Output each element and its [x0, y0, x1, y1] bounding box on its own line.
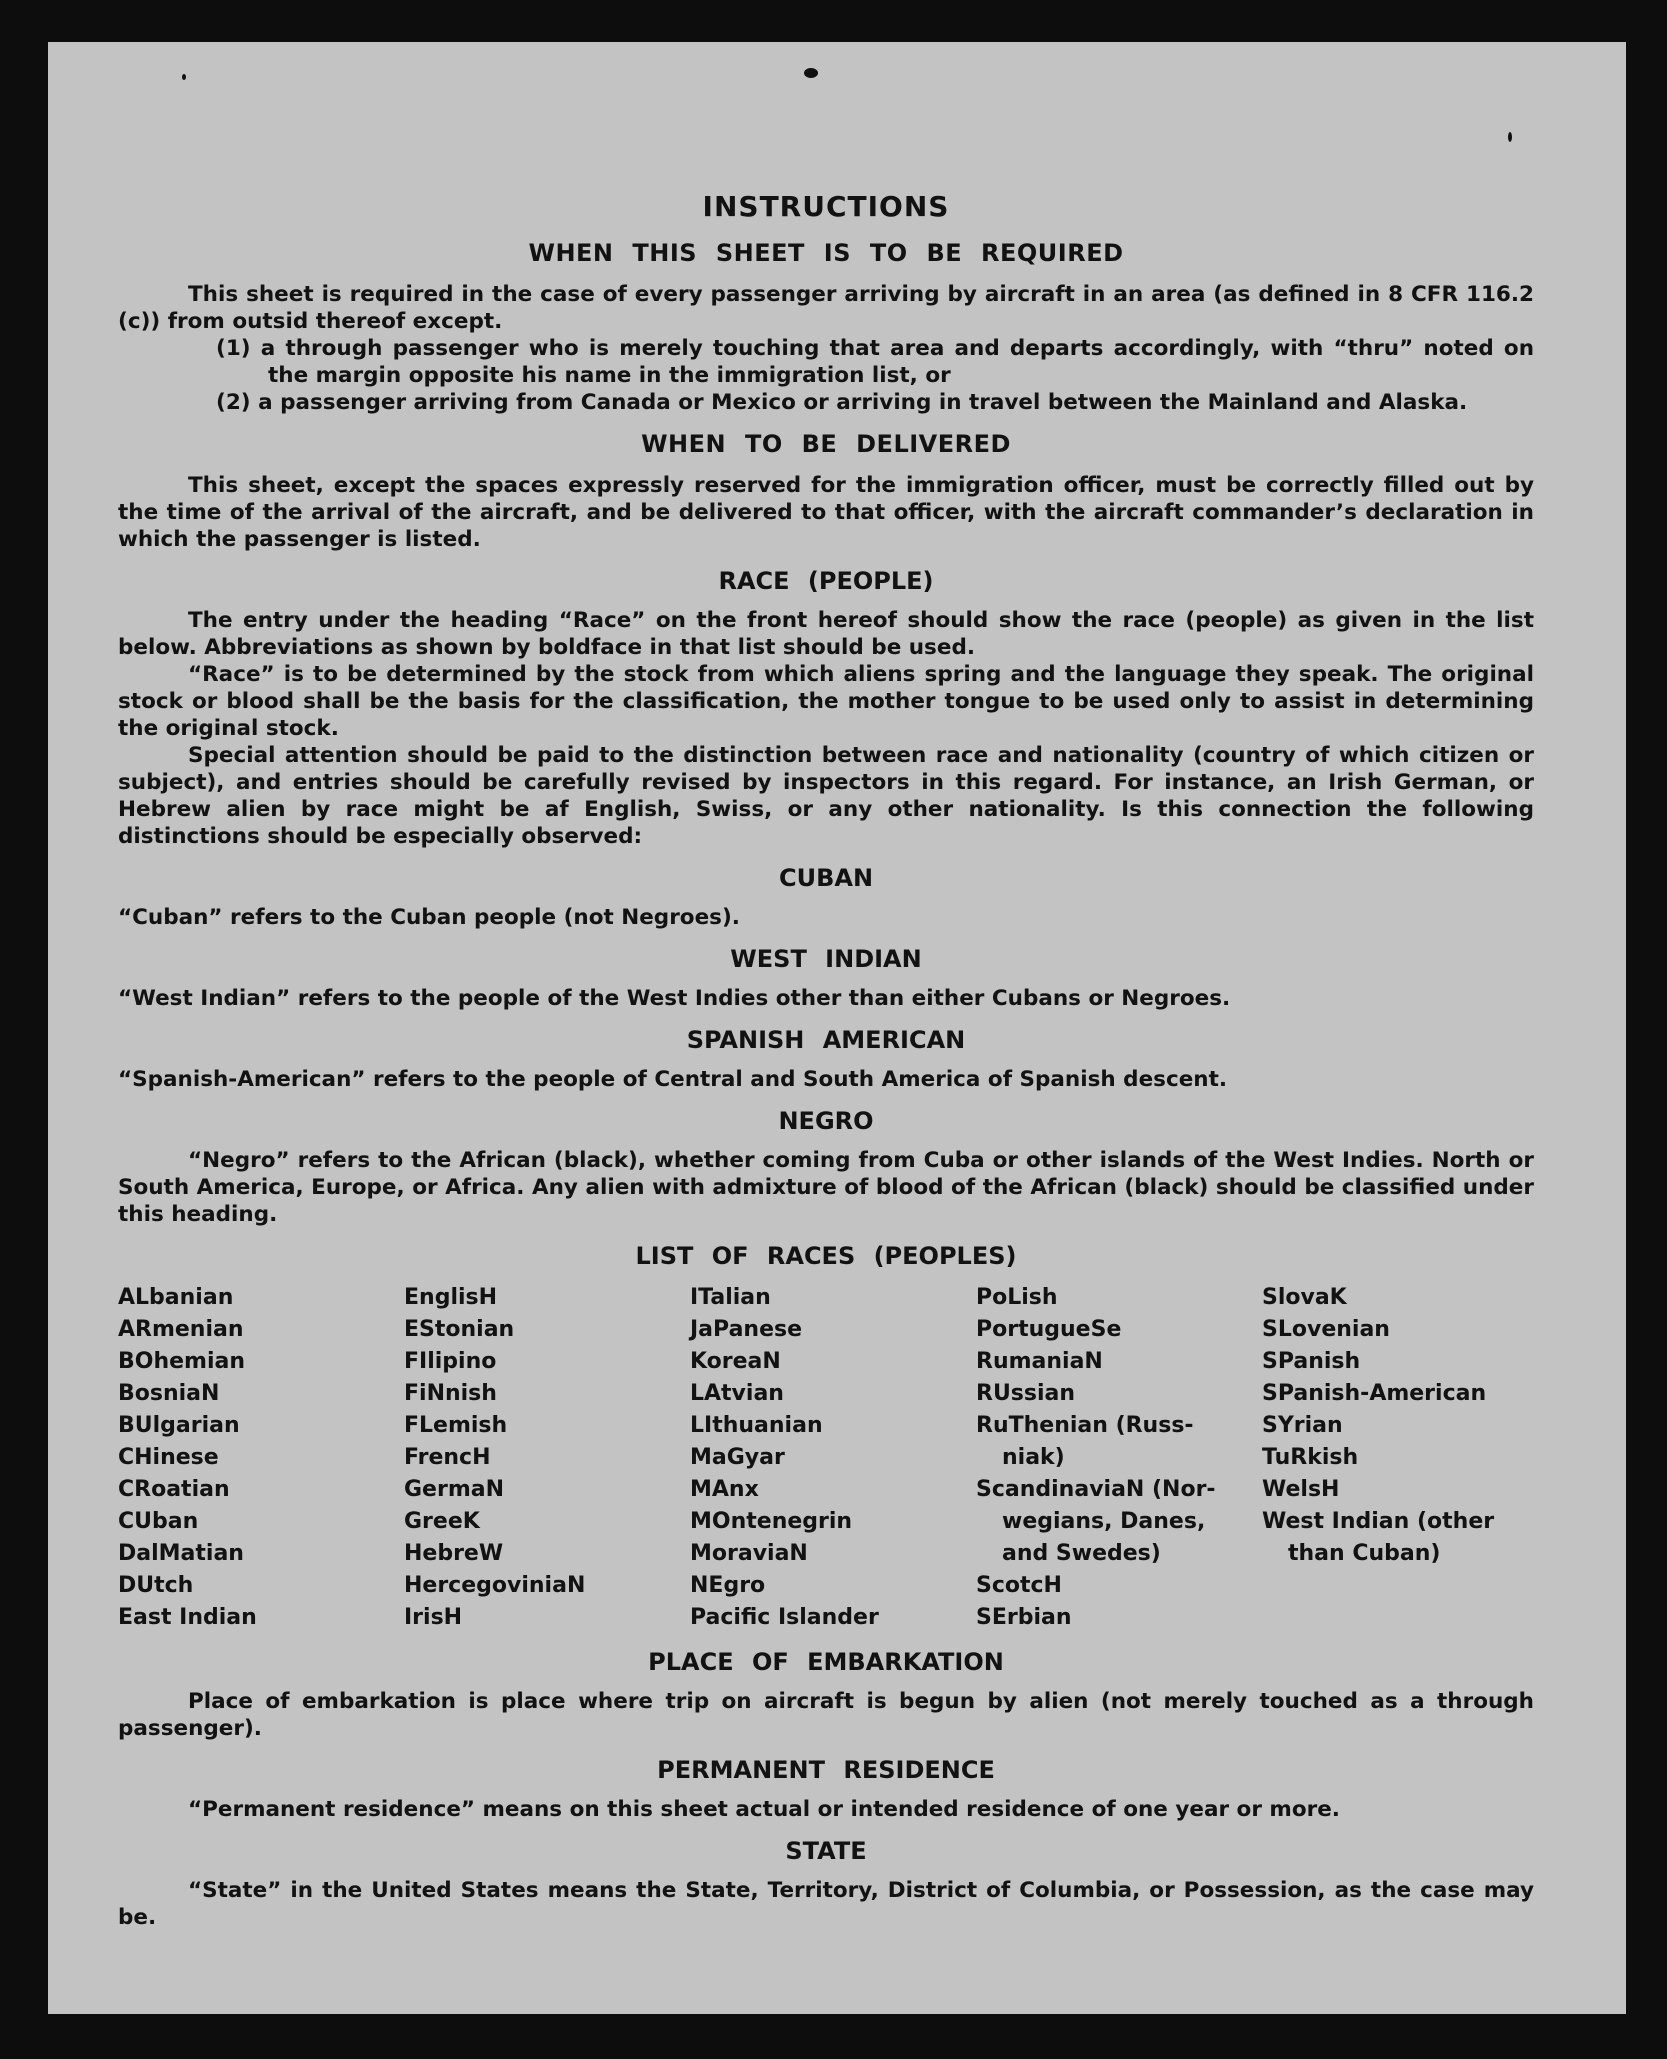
- west-indian-text: “West Indian” refers to the people of the West Indies other than either Cubans or Negroes.: [118, 986, 1231, 1011]
- ink-speck: [182, 74, 186, 80]
- heading-when-required: WHEN THIS SHEET IS TO BE REQUIRED: [528, 239, 1124, 267]
- race-item: BUlgarian: [118, 1413, 240, 1438]
- race-item: JaPanese: [690, 1317, 803, 1342]
- race-item: CHinese: [118, 1445, 219, 1470]
- race-item: IrisH: [404, 1605, 463, 1630]
- races-list: [118, 1282, 1534, 1634]
- race-item: SYrian: [1262, 1413, 1343, 1438]
- race-item-continued: than Cuban): [1288, 1541, 1441, 1566]
- race-item: FLemish: [404, 1413, 508, 1438]
- heading-when-delivered: WHEN TO BE DELIVERED: [641, 430, 1011, 458]
- state-text: “State” in the United States means the State, Territory, District of Columbia, or Possession, as the case may be.: [118, 1878, 1534, 1930]
- race-paragraph-3: Special attention should be paid to the distinction between race and nationality (country of which citizen or subject), and entries should be carefully revised by inspectors in this regard. For instance, an Irish German, or Hebrew alien by race might be af English, Swiss, or any other nationality. Is this connection the following distinctions should be especially observed:: [118, 743, 1534, 849]
- race-item: BosniaN: [118, 1381, 220, 1406]
- delivered-text: This sheet, except the spaces expressly reserved for the immigration officer, must be correctly filled out by the time of the arrival of the aircraft, and be delivered to that officer, with the aircraft commander’s declaration in which the passenger is listed.: [118, 473, 1534, 552]
- race-item: ScotcH: [976, 1573, 1062, 1598]
- race-item: PortugueSe: [976, 1317, 1122, 1342]
- race-item: ITalian: [690, 1285, 771, 1310]
- cuban-text: “Cuban” refers to the Cuban people (not Negroes).: [118, 905, 740, 930]
- negro-text: “Negro” refers to the African (black), whether coming from Cuba or other islands of the West Indies. North or South America, Europe, or Africa. Any alien with admixture of blood of the African (black) should be classified under this heading.: [118, 1148, 1534, 1227]
- race-item: SlovaK: [1262, 1285, 1347, 1310]
- ink-speck: [1508, 132, 1512, 142]
- race-item-continued: wegians, Danes,: [1002, 1509, 1206, 1534]
- race-item: West Indian (other: [1262, 1509, 1495, 1534]
- race-item: GermaN: [404, 1477, 505, 1502]
- race-item: TuRkish: [1262, 1445, 1359, 1470]
- race-item: FiNnish: [404, 1381, 497, 1406]
- heading-spanish-american: SPANISH AMERICAN: [686, 1026, 966, 1054]
- ink-speck: [804, 68, 818, 78]
- race-item: DUtch: [118, 1573, 194, 1598]
- race-item: SPanish: [1262, 1349, 1361, 1374]
- race-item: HercegoviniaN: [404, 1573, 586, 1598]
- races-column-5: [1262, 1282, 1548, 1634]
- heading-list-of-races: LIST OF RACES (PEOPLES): [635, 1242, 1017, 1270]
- race-item: CUban: [118, 1509, 199, 1534]
- heading-negro: NEGRO: [778, 1107, 874, 1135]
- race-item: FrencH: [404, 1445, 491, 1470]
- heading-permanent-residence: PERMANENT RESIDENCE: [657, 1756, 995, 1784]
- races-column-3: [690, 1282, 976, 1634]
- race-item-continued: and Swedes): [1002, 1541, 1161, 1566]
- required-text: This sheet is required in the case of every passenger arriving by aircraft in an area (as defined in 8 CFR 116.2 (c)) from outsid thereof except.: [118, 282, 1534, 334]
- heading-embarkation: PLACE OF EMBARKATION: [648, 1648, 1004, 1676]
- race-item: BOhemian: [118, 1349, 246, 1374]
- race-item: NEgro: [690, 1573, 766, 1598]
- embarkation-text: Place of embarkation is place where trip on aircraft is begun by alien (not merely touched as a through passenger).: [118, 1689, 1534, 1741]
- race-item: RUssian: [976, 1381, 1076, 1406]
- race-item: CRoatian: [118, 1477, 230, 1502]
- race-paragraph-1: The entry under the heading “Race” on the front hereof should show the race (people) as given in the list below. Abbreviations as shown by boldface in that list should be used.: [118, 608, 1534, 660]
- race-item: ARmenian: [118, 1317, 244, 1342]
- races-column-4: [976, 1282, 1262, 1634]
- race-item: Pacific Islander: [690, 1605, 879, 1630]
- exception-2: (2) a passenger arriving from Canada or Mexico or arriving in travel between the Mainland and Alaska.: [216, 390, 1468, 415]
- race-item: GreeK: [404, 1509, 480, 1534]
- race-item: MoraviaN: [690, 1541, 808, 1566]
- races-column-1: [118, 1282, 404, 1634]
- race-item: SPanish-American: [1262, 1381, 1487, 1406]
- heading-cuban: CUBAN: [778, 864, 874, 892]
- race-item: LIthuanian: [690, 1413, 823, 1438]
- race-item: FIlipino: [404, 1349, 497, 1374]
- races-column-2: [404, 1282, 690, 1634]
- race-item: HebreW: [404, 1541, 504, 1566]
- race-item: MAnx: [690, 1477, 759, 1502]
- race-item: ScandinaviaN (Nor-: [976, 1477, 1216, 1502]
- race-item: WelsH: [1262, 1477, 1340, 1502]
- race-item: KoreaN: [690, 1349, 781, 1374]
- race-item: DalMatian: [118, 1541, 244, 1566]
- race-item: RumaniaN: [976, 1349, 1103, 1374]
- race-item: MOntenegrin: [690, 1509, 853, 1534]
- document-sheet: [48, 42, 1626, 2014]
- heading-west-indian: WEST INDIAN: [730, 945, 922, 973]
- heading-state: STATE: [785, 1837, 867, 1865]
- race-item: RuThenian (Russ-: [976, 1413, 1194, 1438]
- race-item: ALbanian: [118, 1285, 234, 1310]
- heading-race: RACE (PEOPLE): [718, 567, 934, 595]
- spanish-american-text: “Spanish-American” refers to the people of Central and South America of Spanish descent.: [118, 1067, 1228, 1092]
- race-item: PoLish: [976, 1285, 1058, 1310]
- race-paragraph-2: “Race” is to be determined by the stock from which aliens spring and the language they speak. The original stock or blood shall be the basis for the classification, the mother tongue to be used only to assist in determining the original stock.: [118, 662, 1534, 741]
- race-item: MaGyar: [690, 1445, 785, 1470]
- permanent-residence-text: “Permanent residence” means on this sheet actual or intended residence of one year or more.: [188, 1797, 1340, 1822]
- race-item: LAtvian: [690, 1381, 784, 1406]
- page-title: INSTRUCTIONS: [702, 190, 950, 223]
- race-item: SLovenian: [1262, 1317, 1390, 1342]
- race-item: East Indian: [118, 1605, 257, 1630]
- race-item: SErbian: [976, 1605, 1072, 1630]
- race-item-continued: niak): [1002, 1445, 1065, 1470]
- race-item: EnglisH: [404, 1285, 498, 1310]
- exception-1: (1) a through passenger who is merely touching that area and departs accordingly, with “thru” noted on the margin opposite his name in the immigration list, or: [216, 336, 1534, 388]
- race-item: EStonian: [404, 1317, 515, 1342]
